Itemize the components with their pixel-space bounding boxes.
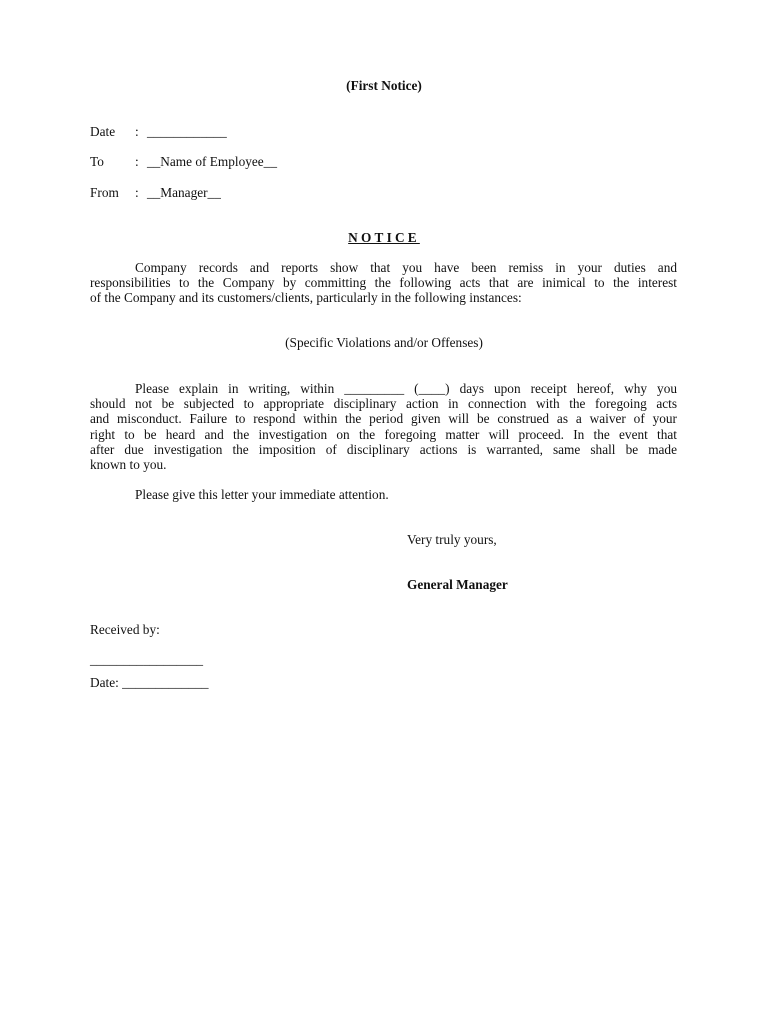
paragraph-line: Please explain in writing, within _________ (____) days upon receipt hereof, why you <box>135 381 677 396</box>
paragraph-explain-writing <box>90 381 677 472</box>
notice-level-title: (First Notice) <box>346 78 422 93</box>
from-separator: : <box>135 185 139 200</box>
paragraph-line: after due investigation the imposition of disciplinary actions is warranted, same shall be made <box>90 441 677 457</box>
to-value: __Name of Employee__ <box>147 154 277 169</box>
to-label: To <box>90 154 104 169</box>
received-by-label: Received by: <box>90 622 160 637</box>
to-separator: : <box>135 154 139 169</box>
paragraph-line: responsibilities to the Company by committing the following acts that are inimical to the interest <box>90 275 677 291</box>
paragraph-line: should not be subjected to appropriate disciplinary action in connection with the foregoing acts <box>90 396 677 412</box>
signatory-title: General Manager <box>407 577 508 592</box>
closing-line: Please give this letter your immediate attention. <box>135 487 389 502</box>
valediction: Very truly yours, <box>407 532 497 547</box>
paragraph-line: known to you. <box>90 456 167 472</box>
paragraph-line: right to be heard and the investigation on the foregoing matter will proceed. In the event that <box>90 426 677 442</box>
date-value: ____________ <box>147 124 227 139</box>
paragraph-line: Company records and reports show that you have been remiss in your duties and <box>135 260 677 275</box>
violations-placeholder: (Specific Violations and/or Offenses) <box>285 335 483 350</box>
from-value: __Manager__ <box>147 185 221 200</box>
from-label: From <box>90 185 119 200</box>
paragraph-line: and misconduct. Failure to respond within the period given will be construed as a waiver of your <box>90 411 677 427</box>
date-separator: : <box>135 124 139 139</box>
paragraph-remiss-duties <box>90 260 677 306</box>
date-label: Date <box>90 124 116 139</box>
paragraph-line: of the Company and its customers/clients, particularly in the following instances: <box>90 290 522 306</box>
signature-blank-line: _________________ <box>90 652 204 667</box>
notice-heading: NOTICE <box>348 230 420 245</box>
received-date-line: Date: _____________ <box>90 675 209 690</box>
